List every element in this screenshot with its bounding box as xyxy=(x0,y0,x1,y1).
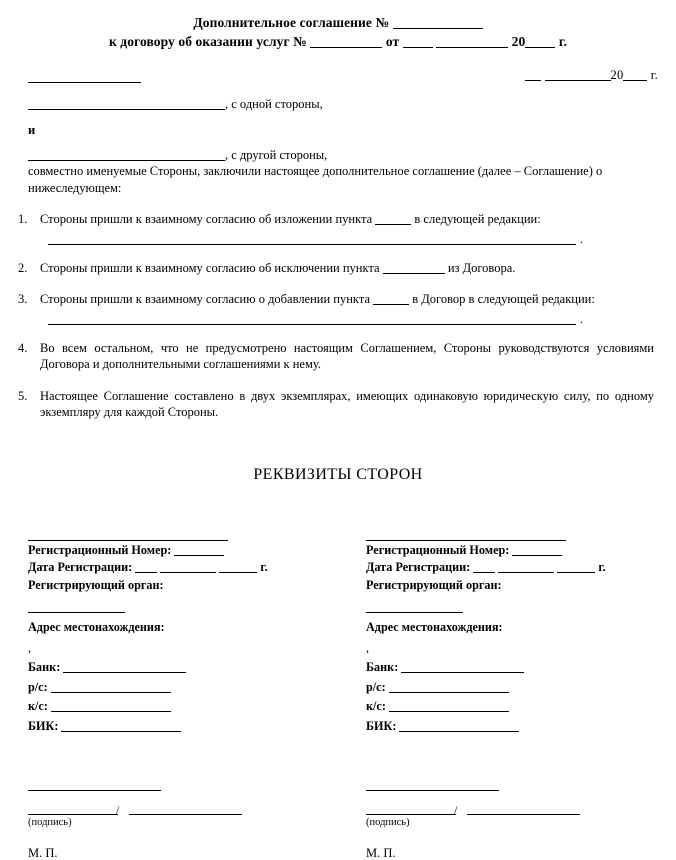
parties-block xyxy=(0,97,676,196)
date-blank-group xyxy=(525,68,658,83)
clause-item-2 xyxy=(0,260,676,277)
document-title xyxy=(0,0,676,51)
requisites-column-right xyxy=(338,528,676,735)
account-row-right xyxy=(366,680,676,696)
title-line-1 xyxy=(0,13,676,32)
title-year-prefix: 20 xyxy=(511,34,526,49)
clause-number: 3. xyxy=(18,292,28,306)
title-line-1-text: Дополнительное соглашение № xyxy=(193,15,390,30)
clauses-section xyxy=(0,211,676,421)
reg-number-blank[interactable] xyxy=(174,555,224,556)
bank-row-right xyxy=(366,660,676,676)
corr-account-blank[interactable] xyxy=(51,711,171,712)
reg-authority-blank-left[interactable] xyxy=(28,601,125,613)
account-row-left xyxy=(28,680,338,696)
clause-number: 1. xyxy=(18,212,28,226)
signatory-title-blank-left[interactable] xyxy=(28,778,161,791)
corr-account-row-left xyxy=(28,699,338,715)
signature-slash-right: / xyxy=(454,803,458,817)
city-date-row xyxy=(0,68,676,83)
reg-number-label: Регистрационный Номер: xyxy=(366,542,510,557)
bic-row-right xyxy=(366,719,676,735)
seal-mark-right: М. П. xyxy=(366,846,396,860)
title-day-blank[interactable] xyxy=(403,47,433,48)
address-value-left: , xyxy=(28,640,32,655)
signature-slash-left: / xyxy=(116,803,120,817)
bic-label: БИК: xyxy=(366,718,397,733)
title-line-2 xyxy=(0,32,676,51)
clause-number: 5. xyxy=(18,388,28,403)
bic-label: БИК: xyxy=(28,718,59,733)
city-blank[interactable] xyxy=(28,71,141,83)
title-agreement-number-blank[interactable] xyxy=(393,28,483,29)
title-month-blank[interactable] xyxy=(436,47,508,48)
clause-item-5 xyxy=(0,388,676,421)
reg-date-label: Дата Регистрации: xyxy=(366,560,471,574)
reg-date-year-blank[interactable] xyxy=(219,572,257,573)
account-label: р/с: xyxy=(366,679,386,694)
clause-number: 2. xyxy=(18,260,28,275)
reg-date-year-blank[interactable] xyxy=(557,572,595,573)
reg-date-month-blank[interactable] xyxy=(160,572,216,573)
signature-line-row-right xyxy=(366,800,586,815)
party-one-blank[interactable] xyxy=(28,109,225,110)
corr-account-row-right xyxy=(366,699,676,715)
title-year-blank[interactable] xyxy=(525,47,555,48)
reg-authority-row-left xyxy=(28,578,338,594)
clause-fill-terminator: . xyxy=(579,312,583,326)
clause-fill-terminator: . xyxy=(579,232,583,246)
title-from-label: от xyxy=(385,34,400,49)
signatory-name-blank-left[interactable] xyxy=(129,800,242,815)
reg-date-suffix: г. xyxy=(260,560,268,574)
party-one-row xyxy=(28,97,658,111)
date-day-blank[interactable] xyxy=(525,80,541,81)
reg-number-row-left xyxy=(28,543,338,559)
signatory-title-blank-right[interactable] xyxy=(366,778,499,791)
org-name-blank-right[interactable] xyxy=(366,528,566,541)
clause-point-blank[interactable] xyxy=(383,273,445,274)
clause-item-3 xyxy=(0,291,676,325)
corr-account-label: к/с: xyxy=(28,699,48,713)
date-year-blank[interactable] xyxy=(623,80,647,81)
party-two-suffix: , с другой стороны, xyxy=(225,148,328,162)
clause-text-before: Настоящее Соглашение составлено в двух экземплярах, имеющих одинаковую юридическую силу, по одному экземпляру для каждой Стороны. xyxy=(40,388,654,419)
date-year-suffix: г. xyxy=(650,68,658,82)
clause-fill-line[interactable] xyxy=(48,232,583,246)
clause-text-before: Стороны пришли к взаимному согласию о добавлении пункта xyxy=(40,292,370,306)
corr-account-label: к/с: xyxy=(366,699,386,713)
signatory-name-blank-right[interactable] xyxy=(467,800,580,815)
reg-authority-label: Регистрирующий орган: xyxy=(28,577,164,592)
bank-blank[interactable] xyxy=(401,672,524,673)
reg-date-label: Дата Регистрации: xyxy=(28,560,133,574)
date-month-blank[interactable] xyxy=(545,80,611,81)
clause-text-before: Во всем остальном, что не предусмотрено настоящим Соглашением, Стороны руководствуются условиями Договора и дополнительными соглашениями к нему. xyxy=(40,340,654,371)
reg-date-row-left xyxy=(28,560,338,576)
reg-date-suffix: г. xyxy=(598,560,606,574)
reg-authority-label: Регистрирующий орган: xyxy=(366,577,502,592)
clause-text-after: из Договора. xyxy=(447,260,516,275)
party-two-row xyxy=(28,148,658,162)
bic-row-left xyxy=(28,719,338,735)
clause-item-4 xyxy=(0,340,676,373)
bank-label: Банк: xyxy=(366,660,399,674)
signature-blank-right[interactable] xyxy=(366,800,456,815)
signature-caption-left: (подпись) xyxy=(28,817,72,828)
date-year-prefix: 20 xyxy=(610,68,624,82)
address-label-left: Адрес местонахождения: xyxy=(28,620,165,634)
parties-conjunction: и xyxy=(28,123,36,137)
bic-blank[interactable] xyxy=(399,731,519,732)
account-label: р/с: xyxy=(28,679,48,694)
clause-fill-line[interactable] xyxy=(48,312,583,326)
clause-number: 4. xyxy=(18,340,28,355)
reg-date-month-blank[interactable] xyxy=(498,572,554,573)
signature-line-row-left xyxy=(28,800,248,815)
requisites-heading: РЕКВИЗИТЫ СТОРОН xyxy=(253,465,423,483)
reg-date-day-blank[interactable] xyxy=(135,572,157,573)
reg-number-blank[interactable] xyxy=(512,555,562,556)
party-two-blank[interactable] xyxy=(28,160,225,161)
clause-point-blank[interactable] xyxy=(373,304,409,305)
reg-date-day-blank[interactable] xyxy=(473,572,495,573)
clause-text-before: Стороны пришли к взаимному согласию об изложении пункта xyxy=(40,212,373,226)
account-blank[interactable] xyxy=(51,692,171,693)
clause-text-after: в Договор в следующей редакции: xyxy=(412,292,595,306)
party-one-suffix: , с одной стороны, xyxy=(225,97,323,111)
bic-blank[interactable] xyxy=(61,731,181,732)
clause-point-blank[interactable] xyxy=(375,224,411,225)
signature-blank-left[interactable] xyxy=(28,800,118,815)
signature-caption-right: (подпись) xyxy=(366,817,410,828)
account-blank[interactable] xyxy=(389,692,509,693)
reg-authority-blank-right[interactable] xyxy=(366,601,463,613)
clause-text-before: Стороны пришли к взаимному согласию об исключении пункта xyxy=(40,260,380,275)
clause-item-1 xyxy=(0,211,676,245)
joint-statement: совместно именуемые Стороны, заключили настоящее дополнительное соглашение (далее – Соглашение) о нижеследующем: xyxy=(28,164,603,195)
address-value-right: , xyxy=(366,640,370,655)
reg-number-label: Регистрационный Номер: xyxy=(28,542,172,557)
corr-account-blank[interactable] xyxy=(389,711,509,712)
reg-date-row-right xyxy=(366,560,676,576)
requisites-column-left xyxy=(0,528,338,735)
title-year-suffix: г. xyxy=(558,34,568,49)
clause-text-after: в следующей редакции: xyxy=(414,212,541,226)
reg-number-row-right xyxy=(366,543,676,559)
title-contract-number-blank[interactable] xyxy=(310,47,382,48)
seal-mark-left: М. П. xyxy=(28,846,58,860)
requisites-columns xyxy=(0,528,676,735)
title-contract-label: к договору об оказании услуг № xyxy=(108,34,307,49)
bank-label: Банк: xyxy=(28,660,61,674)
org-name-blank-left[interactable] xyxy=(28,528,228,541)
bank-blank[interactable] xyxy=(63,672,186,673)
address-label-right: Адрес местонахождения: xyxy=(366,620,503,634)
reg-authority-row-right xyxy=(366,578,676,594)
bank-row-left xyxy=(28,660,338,676)
